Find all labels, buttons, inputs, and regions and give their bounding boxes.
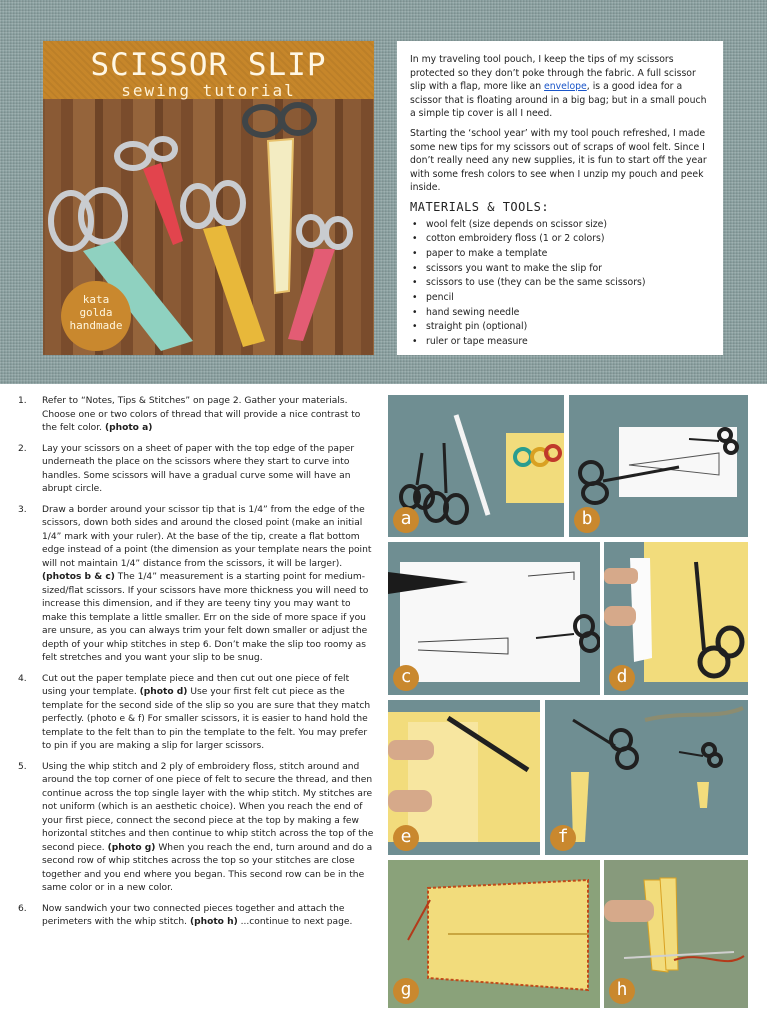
materials-item: • straight pin (optional) [426, 320, 712, 335]
materials-item: • pencil [426, 291, 712, 306]
step-item [12, 504, 375, 666]
photo-label: c [393, 665, 419, 691]
hero-photo [43, 41, 374, 355]
photo-reference: (photo a) [104, 423, 153, 433]
intro-paragraph-2: Starting the ‘school year’ with my tool pouch refreshed, I made some new tips for my scissors out of scraps of wool felt. Since I don’t really need any new supplies, it is fun to start off the year with some fresh colors to see when I unzip my pouch and peek inside. [410, 127, 707, 194]
step-text: Draw a border around your scissor tip that is 1/4” from the edge of the scissors, down both sides and around the closed point (make an initial 1/4” mark with your ruler). At the base of the tip, create a flat bottom edge instead of a point (the dimension as your template nears the point will not maintain 1/4” distance from the scissors, it will be larger). [42, 504, 372, 569]
intro-paragraph-1 [410, 53, 712, 121]
photo-label: d [609, 665, 635, 691]
whip-stitch-photo-art [388, 860, 600, 1008]
step-number: 3. [18, 504, 27, 515]
brand-line: kata [82, 293, 110, 306]
step-text: Lay your scissors on a sheet of paper with the top edge of the paper underneath the place on the scissors where they start to curve into handles. Some scissors will have a gradual curve some will have an abrupt circle. [42, 443, 355, 494]
step-text-continued: When you reach the end, turn around and do a second row of whip stitches across the top so your stitches are close together and you end where you began. This second row can be in the same color or in a new color. [42, 842, 373, 893]
photo-e [388, 700, 540, 855]
materials-item: • cotton embroidery floss (1 or 2 colors) [426, 232, 712, 247]
felt-pieces-photo-art [545, 700, 748, 855]
step-text: Cut out the paper template piece and then cut out one piece of felt using your template. [42, 673, 350, 697]
photo-label: h [609, 978, 635, 1004]
page-subtitle: sewing tutorial [121, 81, 296, 100]
photo-reference: (photo h) [189, 917, 238, 927]
envelope-link[interactable]: envelope [544, 81, 587, 93]
page-title: SCISSOR SLIP [90, 47, 327, 83]
photo-label: e [393, 825, 419, 851]
photo-reference: (photo d) [139, 687, 188, 697]
photo-h [604, 860, 748, 1008]
step-item [12, 673, 375, 754]
photo-reference: (photo g) [107, 842, 156, 853]
materials-heading: MATERIALS & TOOLS: [410, 199, 550, 214]
step-text-continued: The 1/4” measurement is a starting point for medium-sized/flat scissors. If your scissors have more thickness you will need to increase this dimension, and if they are teeny tiny you may want to make this template a little smaller. Err on the side of more space if you are unsure, as you can always trim your felt down smaller or adjust the depth of your whip stitches in step 6. Don’t make the slip too roomy as felt stretches and you want your slip to be snug. [42, 572, 369, 663]
step-number: 2. [18, 443, 27, 454]
step-number: 5. [18, 761, 27, 772]
materials-item: • scissors to use (they can be the same scissors) [426, 276, 712, 291]
photo-a [388, 395, 564, 537]
intro-text: In my traveling tool pouch, I keep the tips of my scissors protected so they don’t poke through the fabric. A full scissor slip with a flap, more like an [410, 54, 696, 93]
photo-c [388, 542, 600, 695]
intro-text: , is a good idea for a scissor that is floating around in a big bag; but in a small pouch a simple tip cover is all I need. [410, 81, 707, 120]
photo-label: b [574, 507, 600, 533]
materials-item: • ruler or tape measure [426, 335, 712, 350]
instruction-steps [12, 395, 375, 937]
photo-f [545, 700, 748, 855]
step-number: 4. [18, 673, 27, 684]
step-number: 1. [18, 396, 27, 406]
step-text: Refer to “Notes, Tips & Stitches” on page 2. Gather your materials. Choose one or two colors of thread that will provide a nice contrast to the felt color. [42, 396, 361, 433]
materials-item: • paper to make a template [426, 247, 712, 262]
photo-d [604, 542, 748, 695]
step-text: Using the whip stitch and 2 ply of embroidery floss, stitch around and around the top corner of one piece of felt to secure the thread, and then continue across the top single layer with the whip stitch. My stitches are not uniform (which is an aesthetic choice). When you reach the end of your first piece, connect the second piece at the top by making a few horizontal stitches and then continue to whip stitch across the top of the second piece. [42, 761, 374, 853]
materials-item: • scissors you want to make the slip for [426, 262, 712, 277]
intro-box [397, 41, 723, 355]
photo-g [388, 860, 600, 1008]
step-item [12, 395, 375, 436]
materials-item: • hand sewing needle [426, 306, 712, 321]
brand-badge [61, 281, 131, 351]
brand-line: golda [79, 306, 113, 319]
photo-label: f [550, 825, 576, 851]
materials-list [410, 218, 712, 350]
step-number: 6. [18, 903, 27, 914]
step-item [12, 761, 375, 896]
step-text-continued: ...continue to next page. [237, 917, 353, 927]
photo-reference: (photos b & c) [42, 572, 115, 582]
photo-label: g [393, 978, 419, 1004]
brand-line: handmade [69, 319, 123, 332]
photo-b [569, 395, 748, 537]
step-item [12, 443, 375, 497]
step-item [12, 903, 375, 930]
template-outline-photo-art [388, 542, 600, 695]
step-text: Now sandwich your two connected pieces together and attach the perimeters with the whip stitch. [42, 903, 345, 927]
photo-label: a [393, 507, 419, 533]
materials-item: • wool felt (size depends on scissor size) [426, 218, 712, 233]
step-text-continued: Use your first felt cut piece as the template for the second side of the slip so you are sure that they match perfectly. (photo e & f) For smaller scissors, it is easier to hand hold the template to the felt than to pin the template to the felt. You may prefer to pin if you are making a slip for larger scissors. [42, 687, 371, 751]
